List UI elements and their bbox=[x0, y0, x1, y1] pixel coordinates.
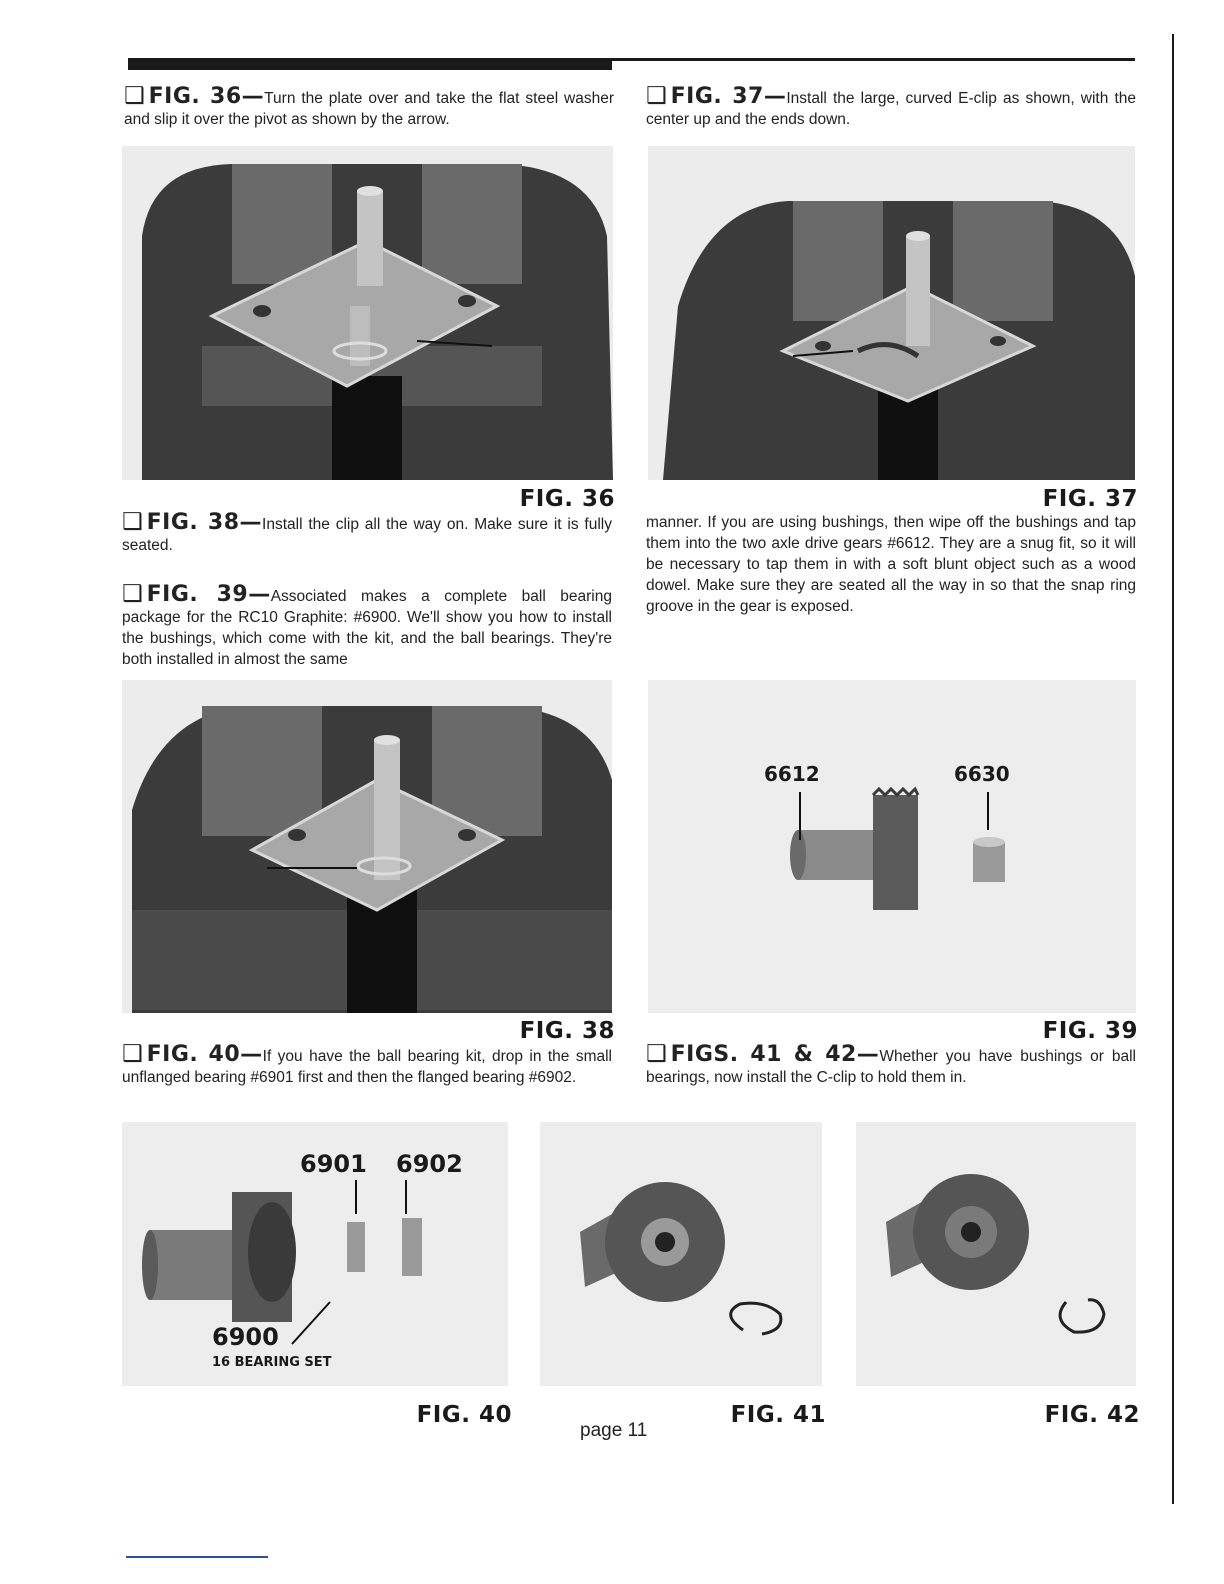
page-number: page 11 bbox=[580, 1420, 648, 1441]
bearing-set-label: 16 BEARING SET bbox=[212, 1355, 332, 1370]
header-rule-thick bbox=[128, 58, 612, 70]
empty-checkbox-icon[interactable]: ❑ bbox=[646, 83, 667, 109]
fig37-photo bbox=[648, 146, 1135, 480]
fig36-photo bbox=[122, 146, 613, 480]
fig41-photo bbox=[540, 1122, 822, 1386]
fig36-text: Turn the plate over and take the flat steel washer and slip it over the pivot as shown by the arrow. bbox=[124, 90, 615, 128]
fig40-text: If you have the ball bearing kit, drop in the small unflanged bearing #6901 first and then the flanged bearing #6902. bbox=[122, 1048, 612, 1086]
empty-checkbox-icon[interactable]: ❑ bbox=[124, 83, 145, 109]
fig37-text: Install the large, curved E-clip as shown, with the center up and the ends down. bbox=[646, 90, 1136, 128]
part-label-6901: 6901 bbox=[300, 1150, 367, 1178]
empty-checkbox-icon[interactable]: ❑ bbox=[122, 581, 143, 607]
fig37-caption: FIG. 37 bbox=[1042, 486, 1138, 512]
fig38-text: Install the clip all the way on. Make sure it is fully seated. bbox=[122, 516, 612, 554]
footnote-rule bbox=[126, 1556, 268, 1558]
empty-checkbox-icon[interactable]: ❑ bbox=[646, 1041, 667, 1067]
part-label-6902: 6902 bbox=[396, 1150, 463, 1178]
fig38-label: FIG. 38— bbox=[146, 510, 263, 535]
empty-checkbox-icon[interactable]: ❑ bbox=[122, 509, 143, 535]
header-rule-thin bbox=[612, 58, 1135, 61]
fig39-photo bbox=[648, 680, 1136, 1013]
fig38-instruction bbox=[122, 509, 612, 556]
fig39-label: FIG. 39— bbox=[146, 582, 271, 607]
figs41-42-instruction bbox=[646, 1041, 1136, 1088]
fig39-instruction bbox=[122, 581, 612, 670]
part-label-6630: 6630 bbox=[954, 762, 1010, 786]
figs41-42-label: FIGS. 41 & 42— bbox=[670, 1042, 880, 1067]
fig36-label: FIG. 36— bbox=[148, 84, 265, 109]
empty-checkbox-icon[interactable]: ❑ bbox=[122, 1041, 143, 1067]
figs41-42-text: Whether you have bushings or ball bearings, now install the C-clip to hold them in. bbox=[646, 1048, 1136, 1086]
fig40-label: FIG. 40— bbox=[146, 1042, 263, 1067]
fig42-photo bbox=[856, 1122, 1136, 1386]
fig39-caption: FIG. 39 bbox=[1042, 1018, 1138, 1044]
fig36-caption: FIG. 36 bbox=[519, 486, 615, 512]
part-label-6900: 6900 bbox=[212, 1323, 279, 1351]
fig42-caption: FIG. 42 bbox=[1044, 1402, 1140, 1428]
page-edge-rule bbox=[1172, 34, 1174, 1504]
fig37-label: FIG. 37— bbox=[670, 84, 787, 109]
fig40-instruction bbox=[122, 1041, 612, 1088]
fig36-instruction bbox=[124, 83, 615, 130]
part-label-6612: 6612 bbox=[764, 762, 820, 786]
fig38-photo bbox=[122, 680, 612, 1013]
fig38-caption: FIG. 38 bbox=[519, 1018, 615, 1044]
fig39-text: Associated makes a complete ball bearing package for the RC10 Graphite: #6900. We'll show you how to install the bushings, which come with the kit, and the ball bearings. They're both installed in almost the same bbox=[122, 588, 612, 668]
fig40-caption: FIG. 40 bbox=[416, 1402, 512, 1428]
fig41-caption: FIG. 41 bbox=[730, 1402, 826, 1428]
fig37-instruction bbox=[646, 83, 1136, 130]
fig39-instruction-continued: manner. If you are using bushings, then wipe off the bushings and tap them into the two axle drive gears #6612. They are a snug fit, so it will be necessary to tap them in with a soft blunt object such as a wood dowel. Make sure they are seated all the way in so that the snap ring groove in the gear is exposed. bbox=[646, 514, 1136, 615]
